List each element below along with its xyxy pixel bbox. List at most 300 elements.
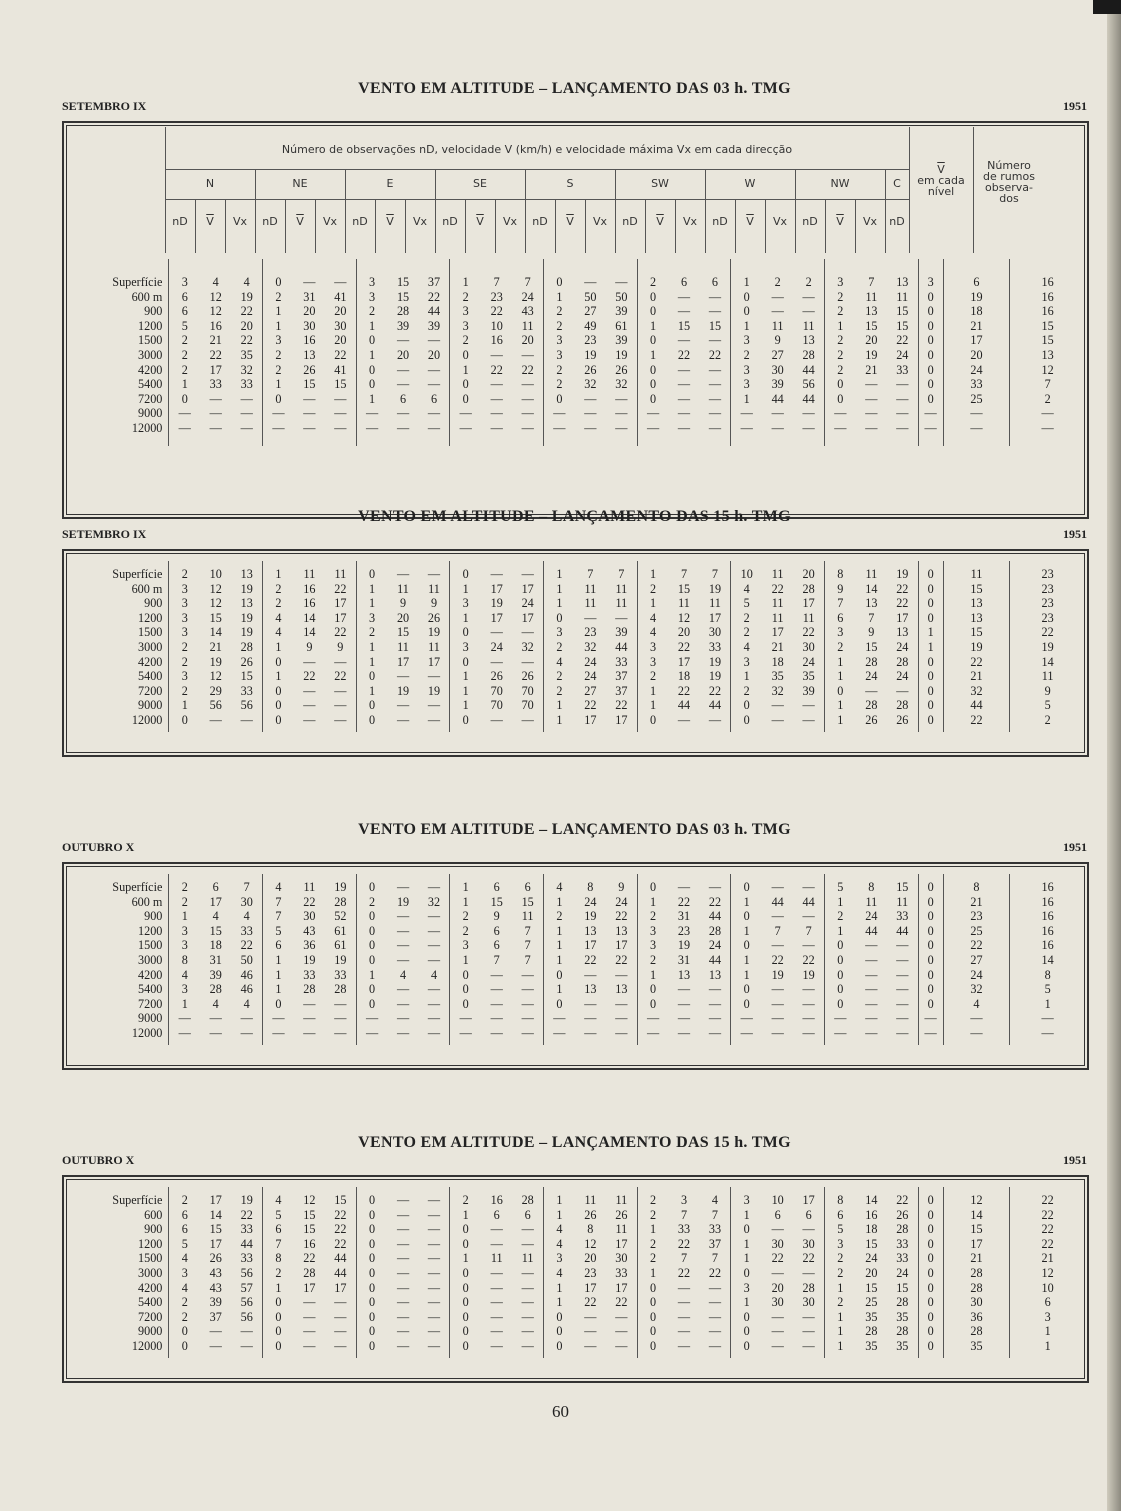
value-cell: 3 [450,596,481,611]
value-cell: 32 [615,377,628,392]
value-cell: 0 [918,997,943,1012]
value-cell: 3 [680,1193,688,1207]
value-cell: 1 [637,596,668,611]
value-cell: 1 [356,655,387,670]
value-cell: 4 [430,967,438,982]
value-cell: 26 [303,362,316,377]
value-cell: — [334,1295,347,1310]
value-cell: 17 [584,712,597,727]
value-cell: 6 [524,1207,531,1222]
value-cell: 33 [708,639,722,654]
value-cell: 15 [896,880,909,894]
value-cell: 0 [731,698,762,713]
value-cell: 22 [802,625,815,640]
value-cell: — [396,1338,410,1353]
value-cell: — [771,982,784,997]
value-cell: 22 [943,713,1010,728]
direction-label: E [386,177,394,190]
value-cell: 2 [169,655,200,670]
table-row [70,290,1085,305]
value-cell: 4 [711,1193,719,1207]
value-cell: — [427,1251,441,1266]
value-cell: 1 [263,319,294,334]
value-cell: 4 [263,1193,294,1208]
table-row [70,421,1085,436]
value-cell: 37 [427,275,441,289]
table-row [70,953,1085,968]
value-cell: 2 [637,1237,668,1252]
value-cell: — [396,1324,410,1339]
value-cell: 19 [334,952,347,967]
value-cell: — [802,1265,815,1280]
value-cell: 35 [943,1339,1010,1354]
value-cell: 29 [209,683,222,698]
value-cell: 7 [524,952,531,967]
value-cell: — [824,406,855,421]
value-cell: 44 [677,698,691,713]
value-cell: 18 [209,938,222,953]
value-cell: 4 [263,611,294,626]
value-cell: — [708,289,722,304]
value-cell: 24 [584,654,597,669]
value-cell: 0 [356,333,387,348]
value-cell: — [209,1011,222,1026]
value-cell: 17 [521,581,534,596]
table-row [70,304,1085,319]
value-cell: — [334,1011,347,1026]
value-cell: 33 [943,377,1010,392]
value-cell: 11 [865,894,878,909]
table-row [70,669,1085,684]
value-cell: 0 [918,1281,943,1296]
value-cell: 0 [356,1281,387,1296]
value-cell: 50 [240,952,253,967]
value-cell: 0 [544,997,575,1012]
value-cell: — [896,952,909,967]
value-cell: — [303,1295,316,1310]
value-cell: 12 [1010,363,1085,378]
value-cell: 2 [356,625,387,640]
value-cell: 33 [240,1251,253,1266]
value-cell: 17 [896,610,909,625]
value-cell: 15 [896,1280,909,1295]
value-cell: 17 [615,938,628,953]
value-cell: — [356,1011,387,1026]
value-cell: 2 [637,1251,668,1266]
value-cell: 0 [356,669,387,684]
value-cell: — [396,712,410,727]
value-cell: 19 [240,610,253,625]
value-cell: — [1010,406,1085,421]
subcolumn-label: Vx [502,215,518,228]
value-cell: 22 [334,1222,347,1237]
value-cell: 0 [918,953,943,968]
value-cell: — [303,683,316,698]
value-cell: 0 [544,968,575,983]
value-cell: 0 [637,290,668,305]
value-cell: 15 [303,1222,316,1237]
value-cell: 6 [493,923,500,938]
value-cell: 21 [943,895,1010,910]
value-cell: — [396,1207,410,1222]
value-cell: 2 [450,1193,481,1208]
value-cell: — [521,654,534,669]
value-cell: 2 [731,611,762,626]
value-cell: 0 [918,713,943,728]
value-cell: — [708,1011,722,1026]
value-cell: — [918,1011,943,1026]
direction-label: NW [830,177,850,190]
value-cell: — [544,1011,575,1026]
value-cell: — [802,1338,815,1353]
value-cell: 0 [263,698,294,713]
value-cell: — [731,406,762,421]
value-cell: 22 [677,639,691,654]
value-cell: — [865,391,878,406]
page-number: 60 [552,1402,569,1421]
value-cell: 16 [303,581,316,596]
value-cell: 22 [677,1265,691,1280]
value-cell: — [521,1222,534,1237]
value-cell: 1 [169,377,200,392]
value-cell: 43 [303,923,316,938]
value-cell: — [427,698,441,713]
value-cell: — [896,406,909,421]
value-cell: 1 [637,567,668,582]
value-cell: 0 [356,698,387,713]
value-cell: — [731,1026,762,1041]
value-cell: — [334,420,347,435]
value-cell: — [396,333,410,348]
value-cell: — [708,1324,722,1339]
value-cell: 1 [356,392,387,407]
value-cell: — [490,567,503,581]
value-cell: — [521,967,534,982]
value-cell: 4 [212,909,219,924]
value-cell: 33 [677,1222,691,1237]
value-cell: 11 [521,909,534,924]
level-cell: 600 m [131,581,163,596]
value-cell: — [427,567,441,581]
value-cell: 8 [263,1251,294,1266]
table-header [70,127,1085,237]
month-label: OUTUBRO X [62,1153,135,1167]
value-cell: 22 [334,669,347,684]
value-cell: 22 [303,1251,316,1266]
value-cell: 15 [943,625,1010,640]
value-cell: 19 [240,289,253,304]
value-cell: 22 [584,1295,597,1310]
value-cell: — [334,1338,347,1353]
value-cell: 0 [544,275,575,290]
value-cell: 4 [169,968,200,983]
value-cell: — [824,1026,855,1041]
value-cell: — [615,1025,628,1040]
value-cell: — [708,996,722,1011]
value-cell: 15 [209,1222,222,1237]
table-row [70,392,1085,407]
value-cell: — [865,967,878,982]
value-cell: 6 [212,880,219,894]
value-cell: 1 [263,304,294,319]
value-cell: 2 [356,895,387,910]
value-cell: 36 [303,938,316,953]
value-cell: 1 [169,909,200,924]
value-cell: 8 [169,953,200,968]
value-cell: 6 [493,1207,500,1222]
value-cell: 23 [1010,582,1085,597]
direction-label: S [566,177,574,190]
value-cell: 2 [824,290,855,305]
value-cell: 17 [584,938,597,953]
value-cell: — [896,996,909,1011]
value-cell: 0 [731,909,762,924]
value-cell: 39 [615,625,628,640]
section-title: VENTO EM ALTITUDE – LANÇAMENTO DAS 15 h. TMG [358,508,791,525]
value-cell: 4 [263,880,294,895]
value-cell: 12 [209,596,222,611]
value-cell: 1 [544,953,575,968]
value-cell: 0 [918,669,943,684]
month-label: OUTUBRO X [62,840,135,854]
value-cell: 1 [637,895,668,910]
spacer-row [70,728,1085,732]
value-cell: 0 [356,997,387,1012]
value-cell: — [584,420,597,435]
value-cell: — [396,698,410,713]
value-cell: — [240,420,253,435]
value-cell: 22 [490,304,503,319]
value-cell: 0 [918,1251,943,1266]
spacer-row [70,436,1085,446]
value-cell: 6 [1010,1295,1085,1310]
value-cell: 28 [303,1265,316,1280]
subcolumn-label: $\overline{V}$ [656,215,664,228]
section-title: VENTO EM ALTITUDE – LANÇAMENTO DAS 03 h. TMG [358,80,791,97]
value-cell: — [865,1011,878,1026]
value-cell: — [427,1193,441,1207]
value-cell: 22 [771,1251,784,1266]
value-cell: — [396,952,410,967]
value-cell: — [677,333,691,348]
value-cell: 28 [865,698,878,713]
value-cell: 37 [708,1236,722,1251]
value-cell: 25 [865,1295,878,1310]
value-cell: 24 [615,894,628,909]
value-cell: 26 [615,362,628,377]
value-cell: — [584,1324,597,1339]
value-cell: — [677,377,691,392]
value-cell: 1 [544,1281,575,1296]
value-cell: — [427,1222,441,1237]
value-cell: 19 [708,654,722,669]
value-cell: 22 [708,683,722,698]
value-cell: 22 [802,952,815,967]
value-cell: 9 [1010,684,1085,699]
value-cell: 27 [584,304,597,319]
value-cell: — [521,377,534,392]
table-row [70,938,1085,953]
value-cell: — [677,1338,691,1353]
value-cell: — [396,938,410,953]
level-cell: 3000 [138,639,163,654]
rumos-label: dos [999,192,1019,205]
value-cell: 22 [802,1251,815,1266]
value-cell: 23 [584,625,597,640]
value-cell: 32 [584,377,597,392]
value-cell: — [802,1025,815,1040]
value-cell: — [896,683,909,698]
value-cell: — [263,406,294,421]
value-cell: — [708,1309,722,1324]
value-cell: 9 [306,639,313,654]
value-cell: 0 [450,968,481,983]
value-cell: 3 [169,1266,200,1281]
value-cell: 2 [169,1295,200,1310]
value-cell: 15 [896,318,909,333]
value-cell: 44 [615,639,628,654]
value-cell: — [615,1011,628,1026]
value-cell: 35 [240,347,253,362]
value-cell: 28 [896,1222,909,1237]
value-cell: 0 [356,713,387,728]
subcolumn-label: nD [442,215,458,228]
value-cell: — [865,406,878,421]
value-cell: 22 [334,1236,347,1251]
value-cell: 17 [303,1280,316,1295]
level-cell: 1200 [138,610,163,625]
value-cell: — [427,1295,441,1310]
value-cell: 0 [637,1310,668,1325]
section-subheader [60,1153,1089,1169]
value-cell: — [334,654,347,669]
value-cell: 21 [209,333,222,348]
value-cell: 3 [731,333,762,348]
value-cell: 2 [169,1310,200,1325]
value-cell: 27 [771,347,784,362]
value-cell: 15 [708,318,722,333]
value-cell: 1 [544,567,575,582]
value-cell: 0 [450,1281,481,1296]
value-cell: 0 [918,880,943,895]
table-row [70,596,1085,611]
level-cell: Superfície [112,567,163,581]
value-cell: 3 [731,1281,762,1296]
value-cell: 7 [524,275,531,289]
value-cell: 0 [356,880,387,895]
value-cell: 0 [918,290,943,305]
value-cell: 0 [918,611,943,626]
value-cell: 1 [450,363,481,378]
value-cell: — [677,1025,691,1040]
subcolumn-label: nD [262,215,278,228]
value-cell: — [209,406,222,421]
value-cell: 6 [430,391,438,406]
value-cell: — [490,625,503,640]
value-cell: — [427,996,441,1011]
value-cell: 0 [263,997,294,1012]
value-cell: 20 [240,318,253,333]
value-cell: 35 [865,1309,878,1324]
value-cell: 19 [334,880,347,894]
value-cell: 15 [209,610,222,625]
value-cell: — [918,421,943,436]
value-cell: 1 [356,596,387,611]
value-cell: 20 [334,333,347,348]
value-cell: 26 [584,1207,597,1222]
value-cell: 70 [490,683,503,698]
value-cell: 2 [450,333,481,348]
value-cell: 2 [544,377,575,392]
table-row [70,406,1085,421]
subcolumn-label: $\overline{V}$ [296,215,304,228]
value-cell: 26 [521,669,534,684]
value-cell: — [771,1324,784,1339]
direction-label: NE [292,177,308,190]
value-cell: 33 [896,1236,909,1251]
value-cell: — [677,880,691,894]
value-cell: 2 [169,348,200,363]
value-cell: — [896,938,909,953]
value-cell: 1 [544,582,575,597]
value-cell: 12 [1010,1266,1085,1281]
value-cell: 19 [896,567,909,581]
value-cell: — [918,406,943,421]
value-cell: 1 [356,319,387,334]
value-cell: 31 [303,289,316,304]
value-cell: — [677,996,691,1011]
value-cell: 7 [680,1207,688,1222]
value-cell: 0 [450,625,481,640]
value-cell: 19 [584,347,597,362]
value-cell: — [708,391,722,406]
value-cell: 0 [450,713,481,728]
value-cell: 0 [356,938,387,953]
value-cell: — [396,1025,410,1040]
value-cell: 4 [243,909,250,924]
value-cell: 19 [771,967,784,982]
data-table [70,1187,1085,1358]
value-cell: 39 [802,683,815,698]
value-cell: 0 [544,1339,575,1354]
value-cell: — [865,996,878,1011]
value-cell: 8 [587,880,594,894]
value-cell: — [584,1011,597,1026]
value-cell: 13 [677,967,691,982]
subcolumn-label: nD [622,215,638,228]
value-cell: 1 [544,713,575,728]
level-cell: 1200 [138,923,163,938]
value-cell: — [584,610,597,625]
value-cell: 1 [731,1208,762,1223]
value-cell: 13 [240,567,253,581]
rumos-label: Número [987,159,1031,172]
value-cell: — [521,1011,534,1026]
value-cell: 20 [943,348,1010,363]
table-row [70,655,1085,670]
value-cell: 1 [263,640,294,655]
value-cell: 15 [396,275,410,289]
value-cell: — [637,1011,668,1026]
value-cell: 56 [209,698,222,713]
value-cell: 30 [708,625,722,640]
table-frame [62,121,1089,519]
value-cell: — [584,406,597,421]
value-cell: 19 [427,625,441,640]
value-cell: 0 [356,1310,387,1325]
section-subheader [60,99,1089,115]
value-cell: 3 [824,1237,855,1252]
